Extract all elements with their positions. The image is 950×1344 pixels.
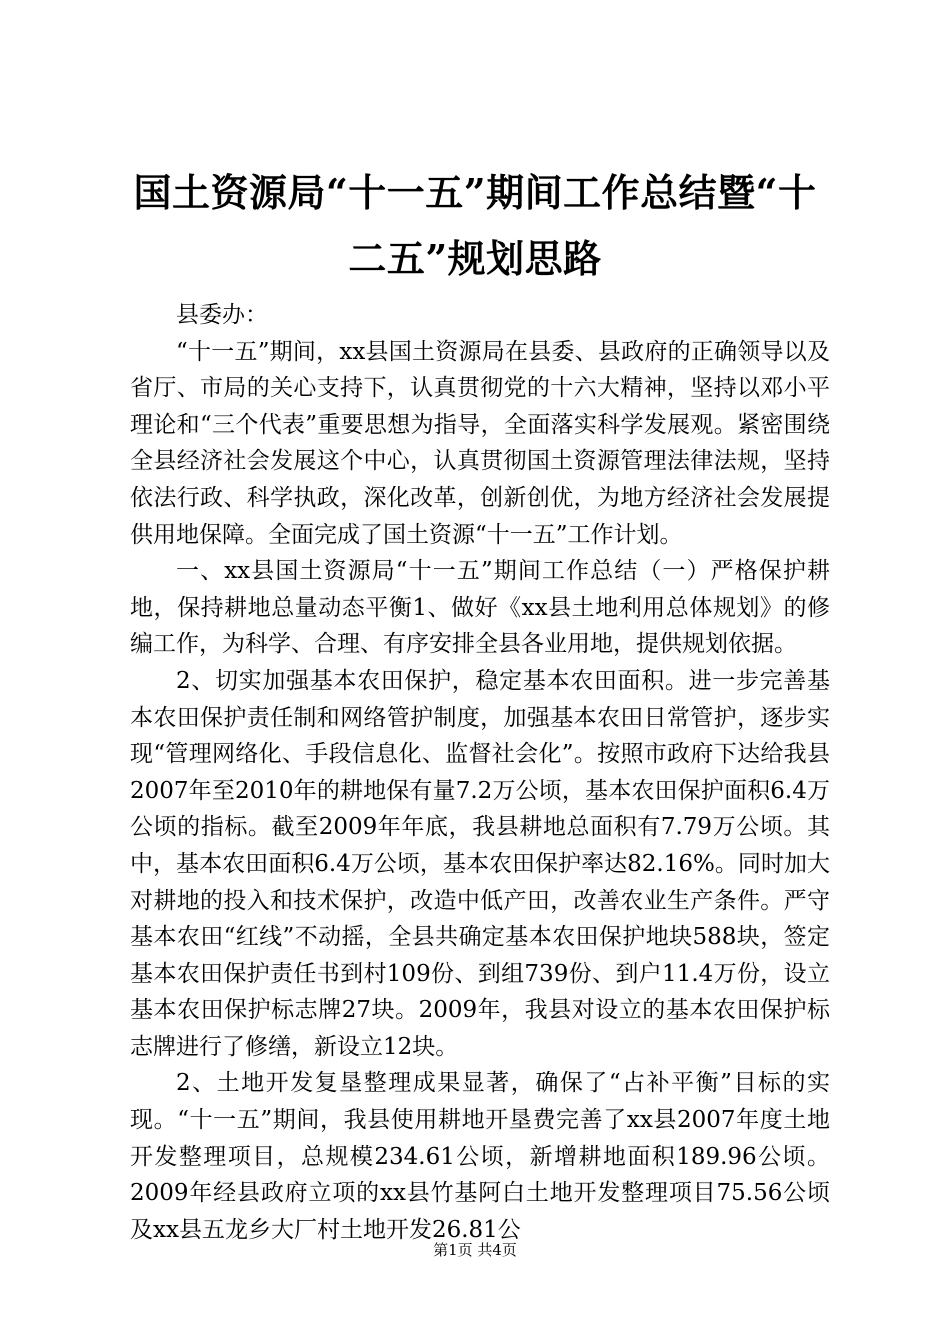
paragraph-farmland-protection: 2、切实加强基本农田保护，稳定基本农田面积。进一步完善基本农田保护责任制和网络管护制度，加强基本农田日常管护，逐步实现“管理网络化、手段信息化、监督社会化”。按照市政府下达给我县2007年至2010年的耕地保有量7.2万公顷，基本农田保护面积6.4万公顷的指标。截至2009年年底，我县耕地总面积有7.79万公顷。其中，基本农田面积6.4万公顷，基本农田保护率达82.16%。同时加大对耕地的投入和技术保护，改造中低产田，改善农业生产条件。严守基本农田“红线”不动摇，全县共确定基本农田保护地块588块，签定基本农田保护责任书到村109份、到组739份、到户11.4万份，设立基本农田保护标志牌27块。2009年，我县对设立的基本农田保护标志牌进行了修缮，新设立12块。 xyxy=(130,667,830,1060)
salutation: 县委办： xyxy=(176,302,268,328)
document-title: 国土资源局“十一五”期间工作总结暨“十二五”规划思路 xyxy=(133,170,817,281)
paragraph-section-one: 一、xx县国土资源局“十一五”期间工作总结（一）严格保护耕地，保持耕地总量动态平衡1、做好《xx县土地利用总体规划》的修编工作，为科学、合理、有序安排全县各业用地，提供规划依据。 xyxy=(130,558,830,658)
page-number-footer: 第1页 共4页 xyxy=(433,1241,517,1259)
paragraph-land-development: 2、土地开发复垦整理成果显著，确保了“占补平衡”目标的实现。“十一五”期间，我县使用耕地开垦费完善了xx县2007年度土地开发整理项目，总规模234.61公顷，新增耕地面积189.96公顷。2009年经县政府立项的xx县竹基阿白土地开发整理项目75.56公顷及xx县五龙乡大厂村土地开发26.81公 xyxy=(130,1070,830,1243)
document-body xyxy=(130,297,830,1248)
paragraph-intro: “十一五”期间，xx县国土资源局在县委、县政府的正确领导以及省厅、市局的关心支持下，认真贯彻党的十六大精神，坚持以邓小平理论和“三个代表”重要思想为指导，全面落实科学发展观。紧密围绕全县经济社会发展这个中心，认真贯彻国土资源管理法律法规，坚持依法行政、科学执政，深化改革，创新创优，为地方经济社会发展提供用地保障。全面完成了国土资源“十一五”工作计划。 xyxy=(130,338,830,548)
